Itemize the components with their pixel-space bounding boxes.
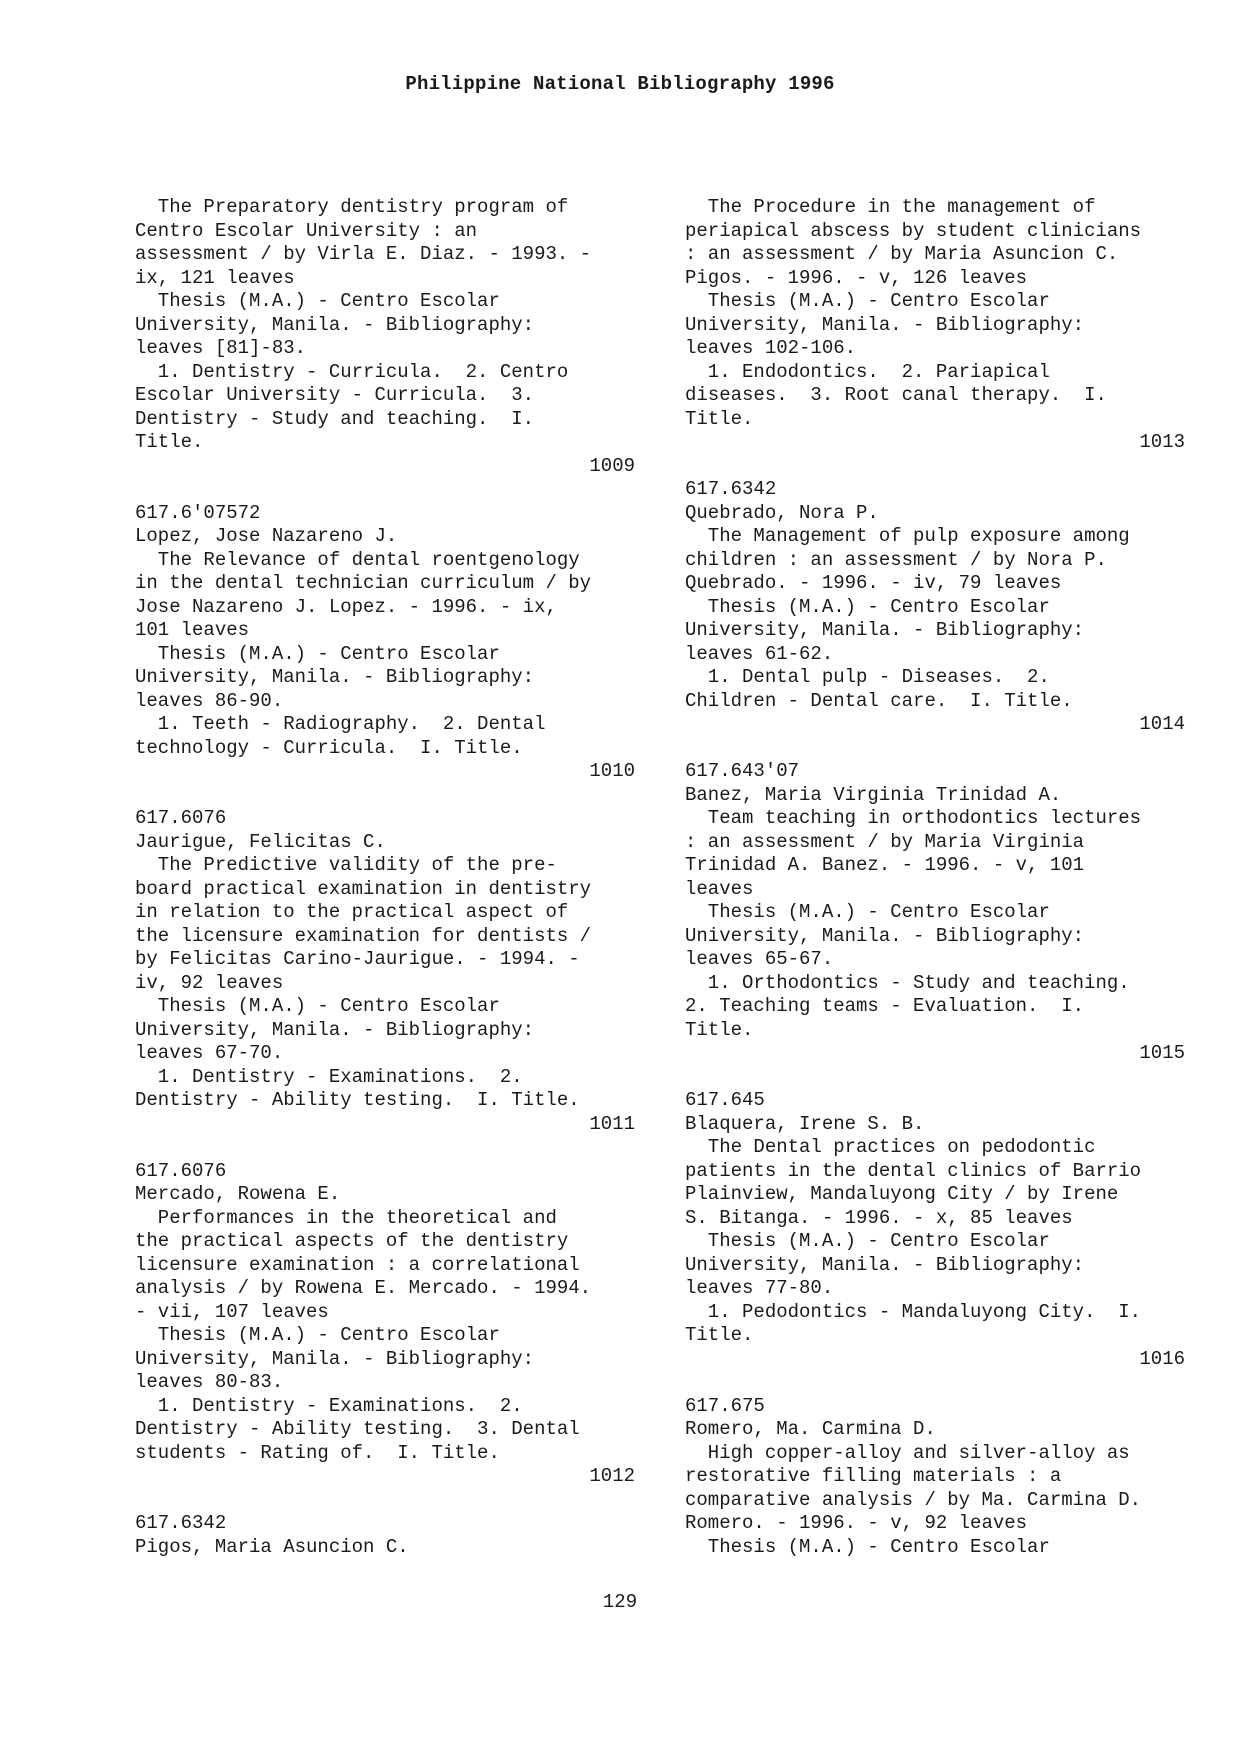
entry-line: 1. Dentistry - Examinations. 2. <box>135 1065 523 1088</box>
entry-line: Romero. - 1996. - v, 92 leaves <box>685 1512 1028 1534</box>
entry-spacer <box>135 1489 635 1513</box>
entry-line: Thesis (M.A.) - Centro Escolar <box>685 901 1050 923</box>
entry-spacer <box>135 784 635 808</box>
entry-line: Dentistry - Ability testing. 3. Dental <box>135 1418 580 1440</box>
entry-line: by Felicitas Carino-Jaurigue. - 1994. - <box>135 948 580 970</box>
entry-line: Thesis (M.A.) - Centro Escolar <box>685 290 1050 312</box>
entry-line: leaves 61-62. <box>685 642 834 665</box>
entry-line: University, Manila. - Bibliography: <box>685 619 1085 641</box>
entry-line: children : an assessment / by Nora P. <box>685 548 1107 571</box>
entry-line: : an assessment / by Maria Virginia <box>685 830 1085 853</box>
entry-line: leaves 77-80. <box>685 1277 834 1299</box>
entry-line: Thesis (M.A.) - Centro Escolar <box>135 642 500 665</box>
entry-line: Jaurigue, Felicitas C. <box>135 830 386 853</box>
entry-number: 1012 <box>589 1465 635 1487</box>
entry-line: Blaquera, Irene S. B. <box>685 1112 925 1135</box>
entry-line: Thesis (M.A.) - Centro Escolar <box>135 290 500 312</box>
entry-number: 1009 <box>589 454 635 477</box>
entry-line: : an assessment / by Maria Asuncion C. <box>685 243 1119 265</box>
entry-line: iv, 92 leaves <box>135 971 284 994</box>
entry-line: 1. Dentistry - Examinations. 2. <box>135 1394 523 1417</box>
entry-spacer <box>685 737 1185 761</box>
entry-line: Trinidad A. Banez. - 1996. - v, 101 <box>685 854 1085 876</box>
entry-line: in relation to the practical aspect of <box>135 901 569 923</box>
entry-line: assessment / by Virla E. Diaz. - 1993. - <box>135 243 592 265</box>
entry-line: Thesis (M.A.) - Centro Escolar <box>135 995 500 1017</box>
entry-line: Dentistry - Study and teaching. I. <box>135 407 535 430</box>
entry-line: 101 leaves <box>135 619 250 641</box>
entry-line: The Management of pulp exposure among <box>685 525 1130 547</box>
entry-line: Title. <box>135 431 204 453</box>
bibliography-entry <box>685 478 1185 737</box>
entry-line: the licensure examination for dentists / <box>135 924 592 947</box>
entry-line: 1. Endodontics. 2. Pariapical <box>685 360 1050 383</box>
entry-spacer <box>135 1136 635 1160</box>
bibliography-entry <box>685 760 1185 1066</box>
entry-number: 1013 <box>1139 431 1185 453</box>
bibliography-entry <box>135 1160 635 1489</box>
entry-line: leaves 86-90. <box>135 689 284 712</box>
entry-line: Pigos, Maria Asuncion C. <box>135 1535 409 1558</box>
entry-line: comparative analysis / by Ma. Carmina D. <box>685 1488 1142 1511</box>
entry-line: Romero, Ma. Carmina D. <box>685 1418 936 1440</box>
entry-line: Title. <box>685 1324 754 1346</box>
entry-line: 617.6'07572 <box>135 501 261 524</box>
entry-line: University, Manila. - Bibliography: <box>685 1253 1085 1276</box>
bibliography-entry <box>135 196 635 478</box>
entry-number: 1016 <box>1139 1347 1185 1370</box>
bibliography-entry <box>135 502 635 784</box>
entry-spacer <box>685 455 1185 479</box>
entry-line: University, Manila. - Bibliography: <box>135 313 535 336</box>
entry-line: leaves [81]-83. <box>135 337 307 359</box>
entry-line: Team teaching in orthodontics lectures <box>685 807 1142 829</box>
entry-line: in the dental technician curriculum / by <box>135 572 592 594</box>
entry-line: analysis / by Rowena E. Mercado. - 1994. <box>135 1277 592 1299</box>
entry-line: 617.6076 <box>135 807 227 829</box>
entry-line: Title. <box>685 407 754 430</box>
entry-line: technology - Curricula. I. Title. <box>135 736 523 759</box>
entry-line: Pigos. - 1996. - v, 126 leaves <box>685 266 1028 289</box>
entry-line: patients in the dental clinics of Barrio <box>685 1159 1142 1182</box>
entry-line: Performances in the theoretical and <box>135 1206 557 1229</box>
entry-line: 1. Teeth - Radiography. 2. Dental <box>135 713 546 735</box>
right-column <box>685 196 1185 1559</box>
entry-line: University, Manila. - Bibliography: <box>135 1018 535 1041</box>
entry-line: 617.675 <box>685 1394 765 1417</box>
entry-line: University, Manila. - Bibliography: <box>685 313 1085 336</box>
entry-line: University, Manila. - Bibliography: <box>685 924 1085 947</box>
entry-line: 617.643'07 <box>685 760 800 782</box>
entry-line: 2. Teaching teams - Evaluation. I. <box>685 995 1085 1017</box>
entry-line: the practical aspects of the dentistry <box>135 1230 569 1252</box>
entry-line: leaves 67-70. <box>135 1042 284 1064</box>
entry-number: 1015 <box>1139 1042 1185 1064</box>
bibliography-entry <box>685 196 1185 455</box>
entry-number: 1011 <box>589 1112 635 1135</box>
entry-line: Lopez, Jose Nazareno J. <box>135 525 398 547</box>
bibliography-entry <box>685 1089 1185 1371</box>
entry-line: leaves 80-83. <box>135 1371 284 1393</box>
entry-line: 617.645 <box>685 1089 765 1111</box>
entry-line: students - Rating of. I. Title. <box>135 1441 500 1464</box>
entry-line: ix, 121 leaves <box>135 266 295 289</box>
entry-line: Title. <box>685 1018 754 1041</box>
entry-line: High copper-alloy and silver-alloy as <box>685 1441 1130 1464</box>
entry-line: The Preparatory dentistry program of <box>135 196 569 218</box>
entry-line: Thesis (M.A.) - Centro Escolar <box>685 595 1050 618</box>
bibliography-entry <box>135 1512 635 1559</box>
entry-line: 617.6342 <box>685 478 777 500</box>
entry-line: leaves 65-67. <box>685 948 834 970</box>
bibliography-entry <box>685 1395 1185 1560</box>
entry-line: Thesis (M.A.) - Centro Escolar <box>685 1230 1050 1252</box>
entry-line: Jose Nazareno J. Lopez. - 1996. - ix, <box>135 595 557 618</box>
entry-line: leaves <box>685 877 754 900</box>
entry-line: University, Manila. - Bibliography: <box>135 1347 535 1370</box>
bibliography-entry <box>135 807 635 1136</box>
entry-line: University, Manila. - Bibliography: <box>135 666 535 688</box>
entry-line: board practical examination in dentistry <box>135 877 592 900</box>
entry-line: Dentistry - Ability testing. I. Title. <box>135 1089 580 1111</box>
entry-line: Mercado, Rowena E. <box>135 1183 341 1205</box>
entry-spacer <box>685 1066 1185 1090</box>
entry-line: Escolar University - Curricula. 3. <box>135 384 535 406</box>
entry-line: Centro Escolar University : an <box>135 219 478 242</box>
entry-line: 1. Dentistry - Curricula. 2. Centro <box>135 360 569 383</box>
entry-line: diseases. 3. Root canal therapy. I. <box>685 384 1107 406</box>
entry-line: Plainview, Mandaluyong City / by Irene <box>685 1183 1119 1205</box>
entry-line: 617.6342 <box>135 1512 227 1534</box>
entry-line: 617.6076 <box>135 1159 227 1182</box>
entry-line: periapical abscess by student clinicians <box>685 219 1142 242</box>
entry-line: licensure examination : a correlational <box>135 1253 580 1276</box>
entry-line: Banez, Maria Virginia Trinidad A. <box>685 783 1062 806</box>
entry-line: restorative filling materials : a <box>685 1465 1062 1487</box>
entry-line: Thesis (M.A.) - Centro Escolar <box>685 1535 1050 1558</box>
entry-line: Children - Dental care. I. Title. <box>685 689 1073 712</box>
entry-line: S. Bitanga. - 1996. - x, 85 leaves <box>685 1206 1073 1229</box>
entry-line: - vii, 107 leaves <box>135 1300 329 1323</box>
entry-line: Quebrado. - 1996. - iv, 79 leaves <box>685 572 1062 594</box>
entry-line: 1. Pedodontics - Mandaluyong City. I. <box>685 1300 1142 1323</box>
entry-line: 1. Orthodontics - Study and teaching. <box>685 971 1130 994</box>
page-number: 129 <box>602 1591 638 1613</box>
entry-spacer <box>685 1371 1185 1395</box>
entry-line: Thesis (M.A.) - Centro Escolar <box>135 1324 500 1346</box>
entry-number: 1010 <box>589 760 635 782</box>
entry-spacer <box>135 478 635 502</box>
entry-line: Quebrado, Nora P. <box>685 501 879 524</box>
entry-line: The Dental practices on pedodontic <box>685 1136 1096 1158</box>
left-column <box>135 196 635 1559</box>
entry-line: The Predictive validity of the pre- <box>135 854 557 876</box>
entry-line: leaves 102-106. <box>685 337 857 359</box>
entry-number: 1014 <box>1139 713 1185 735</box>
page-title: Philippine National Bibliography 1996 <box>405 73 835 95</box>
entry-line: 1. Dental pulp - Diseases. 2. <box>685 666 1050 688</box>
entry-line: The Procedure in the management of <box>685 196 1096 218</box>
entry-line: The Relevance of dental roentgenology <box>135 548 580 571</box>
